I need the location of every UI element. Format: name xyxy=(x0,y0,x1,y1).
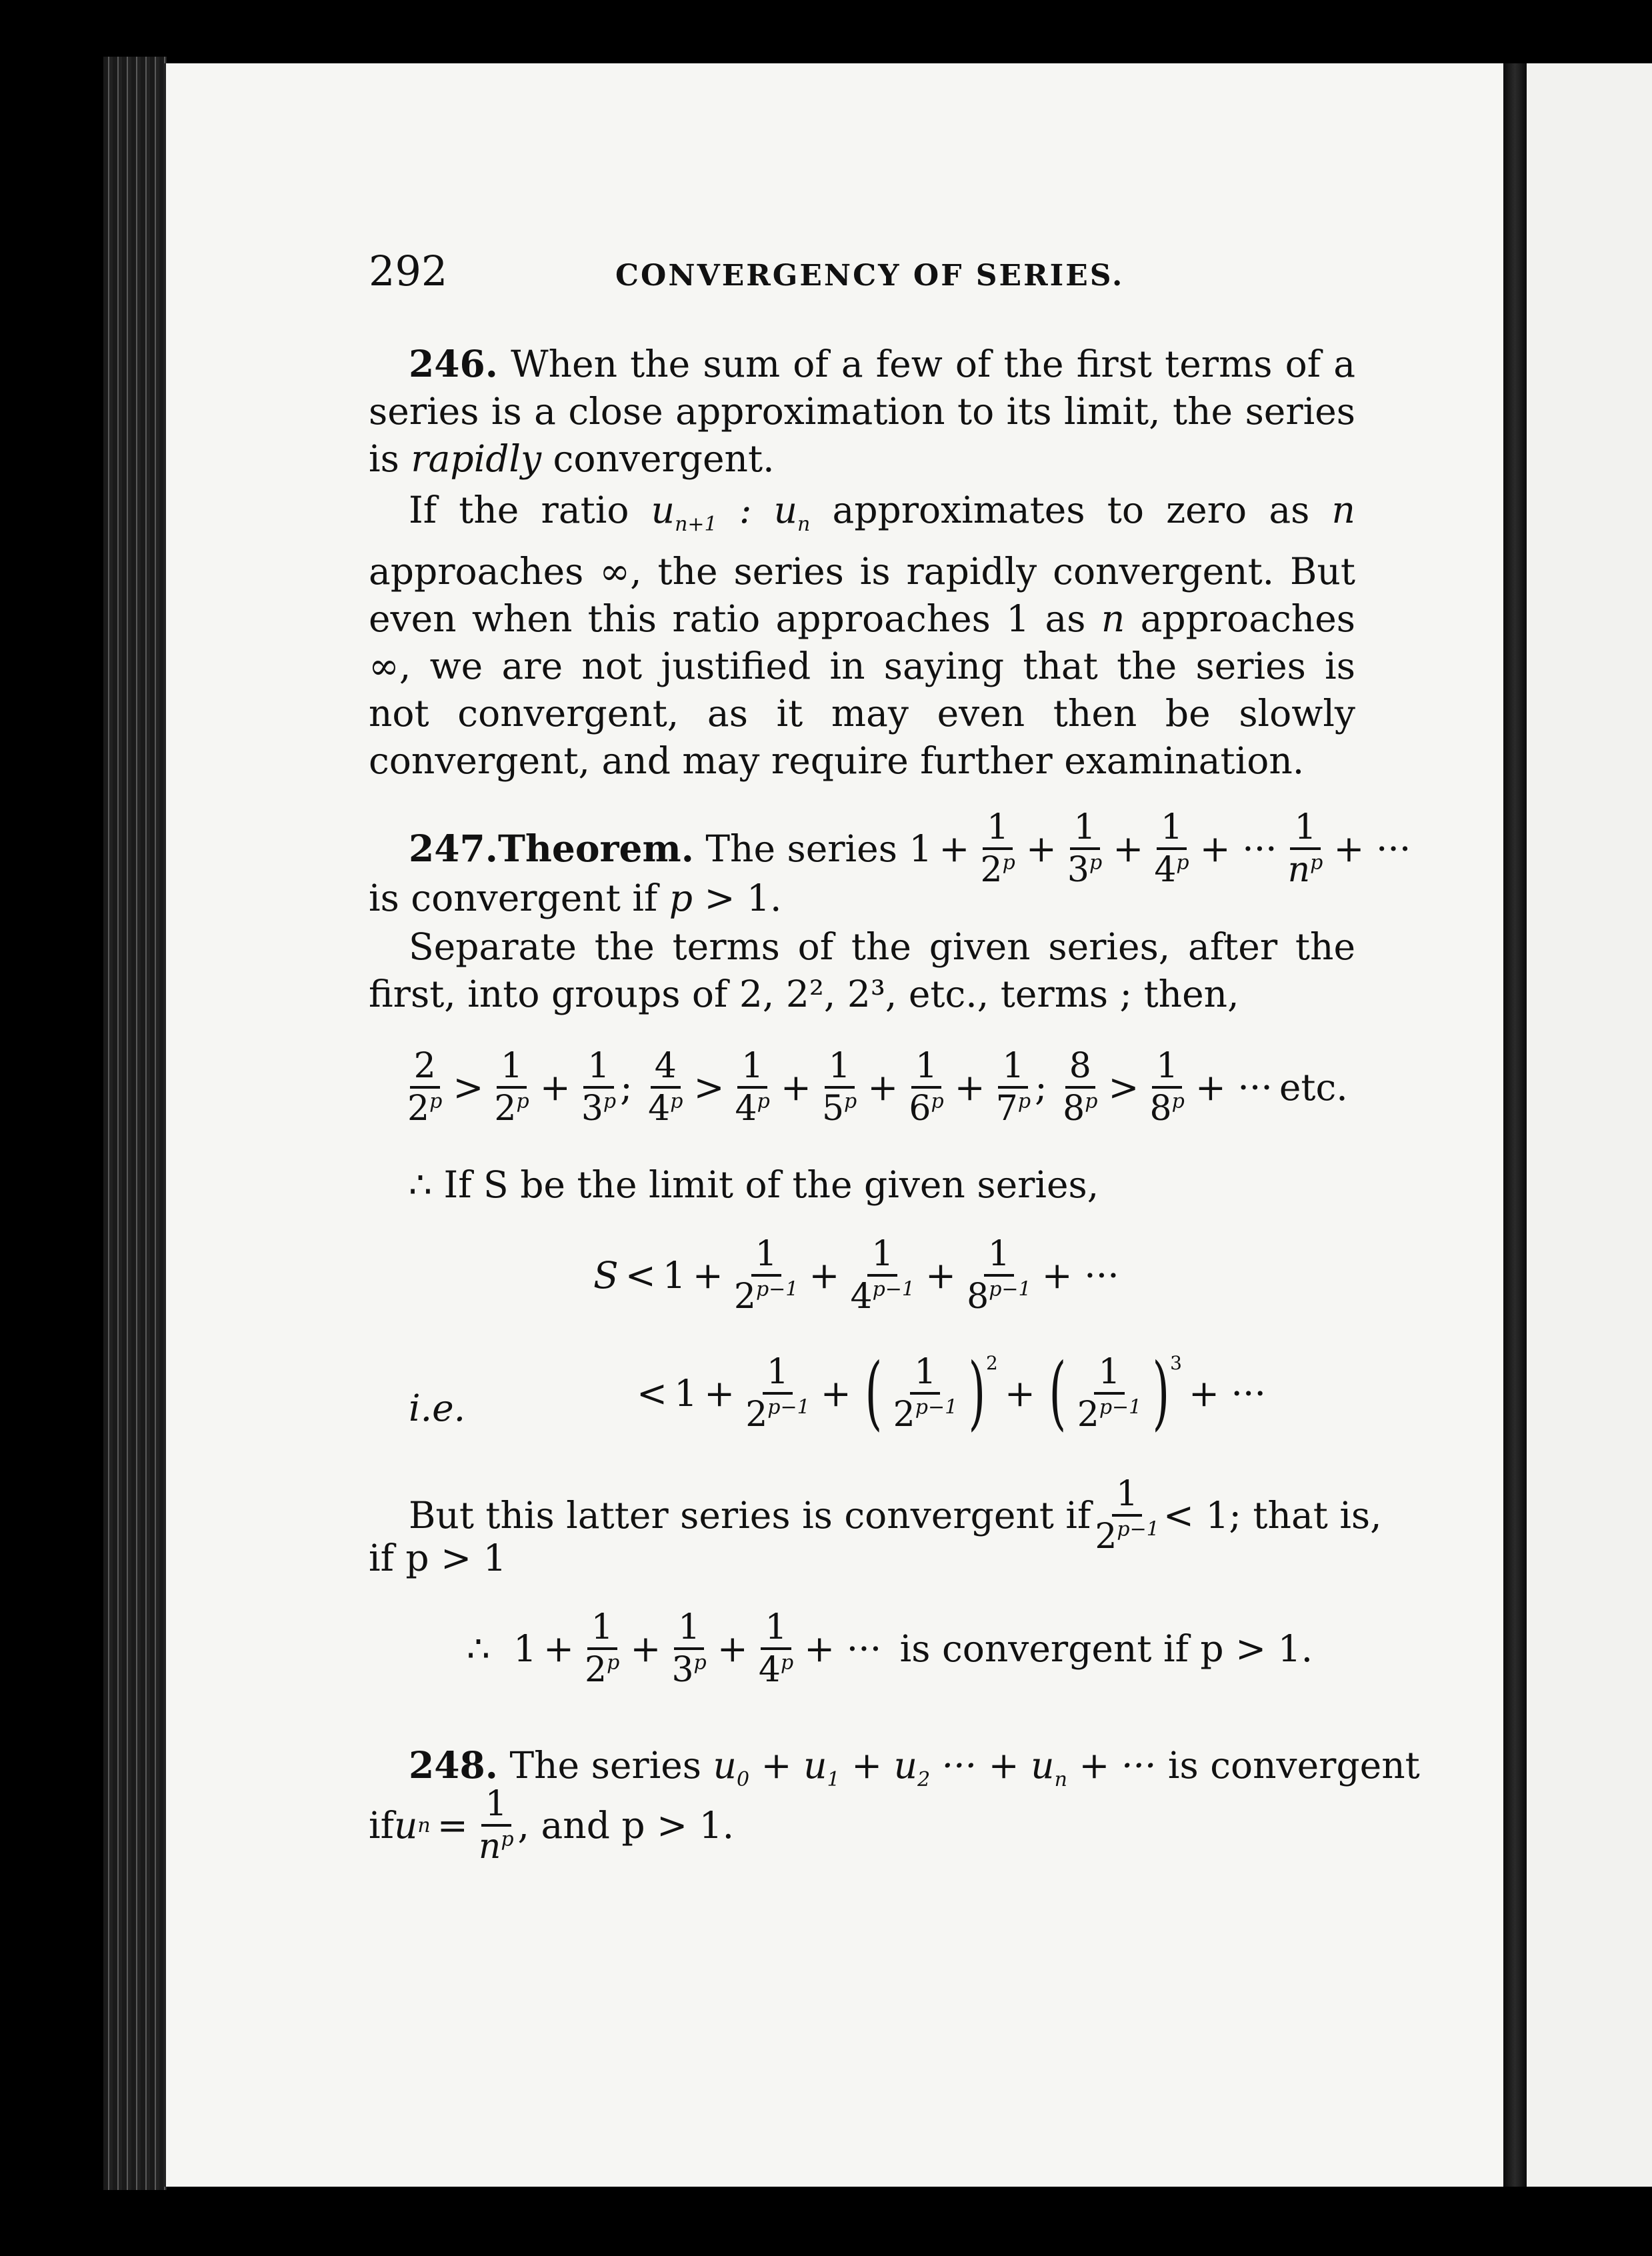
facing-page xyxy=(1527,63,1652,2187)
grouping-inequalities: 2 2$^p$ > 1 2$^p$ + $\frac{1}{3^p}$ ; 4 4$^p$ > 1 4$^p$ + $\frac{1}{5^p}$ + $\frac{1}{6^p}$ + $\frac{1}{7^p}$ ; 8 8$^p$ > 1 8$^p$ + ··· etc. xyxy=(407,1046,1348,1129)
therefore-line: ∴ If S be the limit of the given series, xyxy=(409,1163,1099,1206)
section-248-line1: 248. The series $u_0 + u_1 + u_2$ ··· + $u_n$ + ··· is convergent xyxy=(409,1743,1420,1791)
latter-series-condition: if p > 1 xyxy=(369,1537,507,1579)
geometric-series: < 1 + $\frac{1}{2^{p-1}}$ + ( 1 $2^{p-1}$ ) 2 + ( 1 $2^{p-1}$ ) 3 + ··· xyxy=(637,1347,1266,1439)
book-edge xyxy=(103,57,167,2190)
section-number-246: 246. xyxy=(409,342,498,385)
paragraph-246: 246. When the sum of a few of the first terms of a series is a close approximation to its limit, the series is rapidly convergent. xyxy=(369,342,1355,480)
series-248: $u_0 + u_1 + u_2$ ··· + $u_n$ + ··· xyxy=(713,1744,1157,1791)
separate-paragraph: Separate the terms of the given series, after the first, into groups of 2, 2², 2³, etc., terms ; then, xyxy=(369,925,1355,1015)
page-number: 292 xyxy=(369,247,448,295)
limit-inequality: S < 1 + $\frac{1}{2^{p-1}}$ + $\frac{1}{4^{p-1}}$ + $\frac{1}{8^{p-1}}$ + ··· xyxy=(593,1234,1119,1317)
theorem-247-line1: 247.Theorem. The series 1 + $\frac{1}{2^p}$ + $\frac{1}{3^p}$ + $\frac{1}{4^p}$ + ··· 1 $n^p$ + ··· xyxy=(409,810,1417,887)
conclusion-247: ∴ 1 + $\frac{1}{2^p}$ + $\frac{1}{3^p}$ + $\frac{1}{4^p}$ + ··· is convergent if p > 1. xyxy=(467,1607,1313,1690)
section-248-line2: if u n = $\frac{1}{n^p}$ , and p > 1. xyxy=(369,1784,735,1867)
book-gutter xyxy=(1503,63,1527,2187)
ratio-expression: $u_{n+1}$ : $u_n$ xyxy=(651,489,811,536)
page-header xyxy=(369,247,1362,307)
latter-series-line: But this latter series is convergent if 1 $2^{p-1}$ < 1; that is, xyxy=(409,1474,1382,1557)
ie-label: i.e. xyxy=(409,1387,466,1429)
running-head: CONVERGENCY OF SERIES. xyxy=(615,259,1125,293)
theorem-247-line2: is convergent if p > 1. xyxy=(369,877,782,919)
paragraph-246-ratio: If the ratio $u_{n+1}$ : $u_n$ approximates to zero as n approaches ∞, the series is rapidly convergent. But even when this ratio approaches 1 as n approaches ∞, we are not justified in saying that the series is not convergent, as it may even then be slowly convergent, and may require further examination. xyxy=(369,489,1355,782)
theorem-label: Theorem. xyxy=(497,827,694,870)
series-formula: 1 + $\frac{1}{2^p}$ + $\frac{1}{3^p}$ + $\frac{1}{4^p}$ + ··· 1 $n^p$ + ··· xyxy=(909,807,1411,890)
